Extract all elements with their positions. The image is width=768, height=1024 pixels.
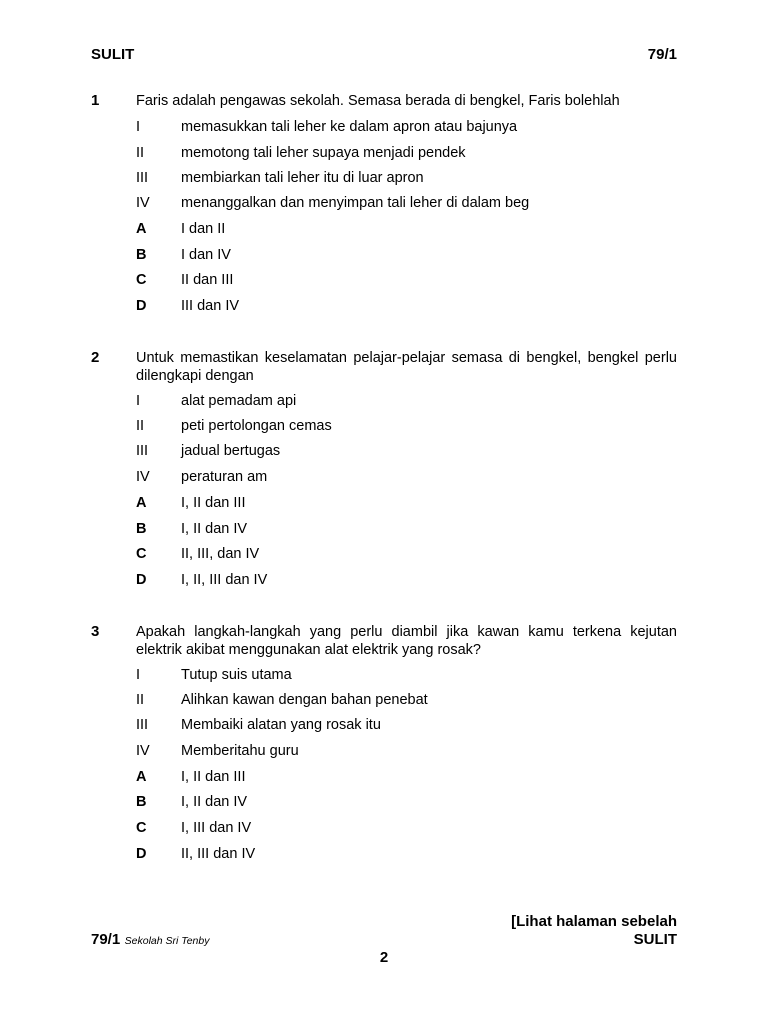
option-text: I dan II bbox=[181, 221, 226, 237]
footer-paper-code: 79/1 bbox=[91, 931, 121, 948]
option-letter: B bbox=[136, 247, 147, 263]
statement-text: memasukkan tali leher ke dalam apron atau bajunya bbox=[181, 119, 518, 135]
question-stem: Apakah langkah-langkah yang perlu diambil jika kawan kamu terkena kejutan elektrik akibat menggunakan alat elektrik yang rosak? bbox=[136, 624, 677, 658]
statement-text: alat pemadam api bbox=[181, 393, 297, 409]
footer-school-name: Sekolah Sri Tenby bbox=[124, 935, 210, 947]
question-number: 2 bbox=[91, 349, 100, 366]
statement-roman: II bbox=[136, 692, 145, 708]
statement-text: peraturan am bbox=[181, 469, 268, 485]
statement-text: Memberitahu guru bbox=[181, 743, 299, 759]
option-text: I dan IV bbox=[181, 247, 231, 263]
question-stem: Untuk memastikan keselamatan pelajar-pelajar semasa di bengkel, bengkel perlu dilengkapi dengan bbox=[136, 350, 677, 384]
statement-roman: IV bbox=[136, 195, 150, 211]
option-text: II dan III bbox=[181, 272, 234, 288]
option-letter: A bbox=[136, 221, 147, 237]
question-number: 1 bbox=[91, 92, 100, 109]
statement-roman: II bbox=[136, 418, 145, 434]
option-letter: D bbox=[136, 846, 147, 862]
option-text: I, II dan IV bbox=[181, 521, 248, 537]
statement-text: membiarkan tali leher itu di luar apron bbox=[181, 170, 424, 186]
option-letter: B bbox=[136, 521, 147, 537]
statement-text: Tutup suis utama bbox=[181, 667, 292, 683]
statement-text: menanggalkan dan menyimpan tali leher di dalam beg bbox=[181, 195, 530, 211]
option-letter: C bbox=[136, 820, 147, 836]
question-number: 3 bbox=[91, 623, 100, 640]
statement-roman: I bbox=[136, 393, 141, 409]
question-stem: Faris adalah pengawas sekolah. Semasa berada di bengkel, Faris bolehlah bbox=[136, 93, 620, 109]
option-text: II, III, dan IV bbox=[181, 546, 260, 562]
option-text: I, II, III dan IV bbox=[181, 572, 268, 588]
header-paper-code: 79/1 bbox=[647, 46, 677, 63]
footer-next-page-note: [Lihat halaman sebelah bbox=[511, 913, 677, 930]
statement-roman: III bbox=[136, 170, 149, 186]
option-letter: B bbox=[136, 794, 147, 810]
footer-paper-info bbox=[91, 931, 210, 949]
statement-text: memotong tali leher supaya menjadi pendek bbox=[181, 145, 466, 161]
statement-roman: I bbox=[136, 667, 141, 683]
option-letter: C bbox=[136, 546, 147, 562]
statement-text: jadual bertugas bbox=[181, 443, 281, 459]
statement-text: Alihkan kawan dengan bahan penebat bbox=[181, 692, 428, 708]
option-letter: C bbox=[136, 272, 147, 288]
statement-roman: II bbox=[136, 145, 145, 161]
statement-roman: IV bbox=[136, 469, 150, 485]
option-text: III dan IV bbox=[181, 298, 240, 314]
option-letter: A bbox=[136, 769, 147, 785]
statement-roman: III bbox=[136, 717, 149, 733]
statement-roman: III bbox=[136, 443, 149, 459]
statement-text: Membaiki alatan yang rosak itu bbox=[181, 717, 381, 733]
option-text: I, II dan III bbox=[181, 495, 246, 511]
statement-text: peti pertolongan cemas bbox=[181, 418, 332, 434]
option-letter: D bbox=[136, 572, 147, 588]
option-letter: A bbox=[136, 495, 147, 511]
statement-roman: IV bbox=[136, 743, 150, 759]
option-text: I, II dan IV bbox=[181, 794, 248, 810]
statement-roman: I bbox=[136, 119, 141, 135]
option-text: I, III dan IV bbox=[181, 820, 252, 836]
option-text: I, II dan III bbox=[181, 769, 246, 785]
option-text: II, III dan IV bbox=[181, 846, 256, 862]
page-number: 2 bbox=[379, 949, 389, 966]
footer-classification: SULIT bbox=[633, 931, 677, 948]
option-letter: D bbox=[136, 298, 147, 314]
header-classification: SULIT bbox=[91, 46, 135, 63]
